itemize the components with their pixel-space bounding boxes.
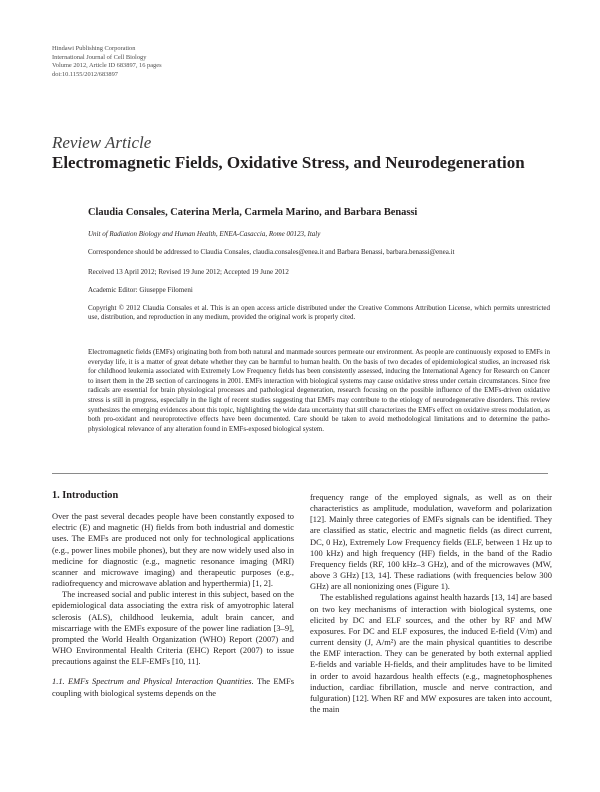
volume-info: Volume 2012, Article ID 683897, 16 pages <box>52 62 162 70</box>
right-paragraph-2: The established regulations against health hazards [13, 14] are based on two key mechanisms of interaction with biological systems, one elicited by DC and ELF sources, and the other by RF and MW exposures. For DC and ELF exposures, the induced E-field (V/m) and current density (J, A/m²) are the main physical quantities to describe the EMF interaction. They can be generated by both external applied E-fields and variable H-fields, and their amplitudes have to be limited in order to avoid hazardous health effects (e.g., magnetophosphenes induction, cardiac fibrillation, muscle and nerve contraction, and fulguration) [12]. When RF and MW exposures are taken into account, the main <box>310 592 552 714</box>
author-list: Claudia Consales, Caterina Merla, Carmela Marino, and Barbara Benassi <box>88 207 418 218</box>
copyright-notice: Copyright © 2012 Claudia Consales et al. This is an open access article distributed under the Creative Commons Attribution License, which permits unrestricted use, distribution, and reproduction in any medium, provided the original work is properly cited. <box>88 304 550 322</box>
section-heading-introduction: 1. Introduction <box>52 490 119 501</box>
right-column <box>310 492 552 715</box>
journal-name: International Journal of Cell Biology <box>52 53 147 61</box>
correspondence: Correspondence should be addressed to Claudia Consales, claudia.consales@enea.it and Barbara Benassi, barbara.benassi@enea.it <box>88 248 455 256</box>
journal-header <box>52 45 162 79</box>
article-type: Review Article <box>52 133 152 152</box>
abstract: Electromagnetic fields (EMFs) originating both from both natural and manmade sources permeate our environment. As people are continuously exposed to EMFs in everyday life, it is a matter of great debate whether they can be harmful to human health. On the basis of two decades of epidemiological studies, an increased risk for childhood leukemia associated with Extremely Low Frequency fields has been consistently assessed, inducing the International Agency for Research on Cancer to insert them in the 2B section of carcinogens in 2001. EMFs interaction with biological systems may cause oxidative stress under certain circumstances. Since free radicals are essential for brain physiological processes and pathological degeneration, research focusing on the possible influence of the EMFs-driven oxidative stress is still in progress, especially in the light of recent studies suggesting that EMFs may contribute to the etiology of neurodegenerative disorders. This review synthesizes the emerging evidences about this topic, highlighting the wide data uncertainty that still characterizes the EMFs effect on oxidative stress modulation, as both pro-oxidant and neuroprotective effects have been documented. Care should be taken to avoid methodological limitations and to determine the patho-physiological relevance of any alteration found in EMFs-exposed biological system. <box>88 348 550 433</box>
publisher-name: Hindawi Publishing Corporation <box>52 45 136 52</box>
intro-paragraph-1: Over the past several decades people have been constantly exposed to electric (E) and magnetic (H) fields from both industrial and domestic uses. The EMFs are produced not only for technological applications (e.g., power lines mobile phones), but they are now widely used also in medicine for diagnostic (e.g., magnetic resonance imaging (MRI) scanner and microwave imaging) and therapeutic purposes (e.g., radiofrequency and microwave ablation and hyperthermia) [1, 2]. <box>52 511 294 589</box>
academic-editor: Academic Editor: Giuseppe Filomeni <box>88 286 193 294</box>
subsection-1-1 <box>52 676 294 698</box>
intro-paragraph-2: The increased social and public interest in this subject, based on the epidemiological data associating the extra risk of amyotrophic lateral sclerosis (ALS), childhood leukemia, adult brain cancer, and miscarriage with the EMFs exposure of the power line radiation [3–9], prompted the World Health Organization (WHO) Report (2007) and WHO Environmental Health Criteria (EHC) Report (2007) to issue precautions against the ELF-EMFs [10, 11]. <box>52 589 294 667</box>
paper-title: Electromagnetic Fields, Oxidative Stress, and Neurodegeneration <box>52 153 525 172</box>
received-dates: Received 13 April 2012; Revised 19 June 2012; Accepted 19 June 2012 <box>88 268 289 276</box>
subsection-title: 1.1. EMFs Spectrum and Physical Interaction Quantities. <box>52 676 254 687</box>
right-paragraph-1: frequency range of the employed signals, as well as on their characteristics as amplitude, modulation, waveform and polarization [12]. Mainly three categories of EMFs signals can be identified. They are classified as static, electric and magnetic fields (as direct current, DC, 0 Hz), Extremely Low Frequency fields (ELF, between 1 Hz up to 100 kHz) and high frequency (HF) fields, in the band of the Radio Frequency fields (RF, 100 kHz–3 GHz), and of the microwaves (MW, above 3 GHz) [13, 14]. These radiations (with frequencies below 300 GHz) are all nonionizing ones (Figure 1). <box>310 492 552 592</box>
left-column <box>52 490 294 699</box>
affiliation: Unit of Radiation Biology and Human Health, ENEA-Casaccia, Rome 00123, Italy <box>88 230 321 238</box>
section-divider <box>52 473 548 474</box>
doi[interactable]: doi:10.1155/2012/683897 <box>52 70 118 78</box>
subsection-text: The EMFs coupling with biological systems depends on the <box>52 676 294 698</box>
